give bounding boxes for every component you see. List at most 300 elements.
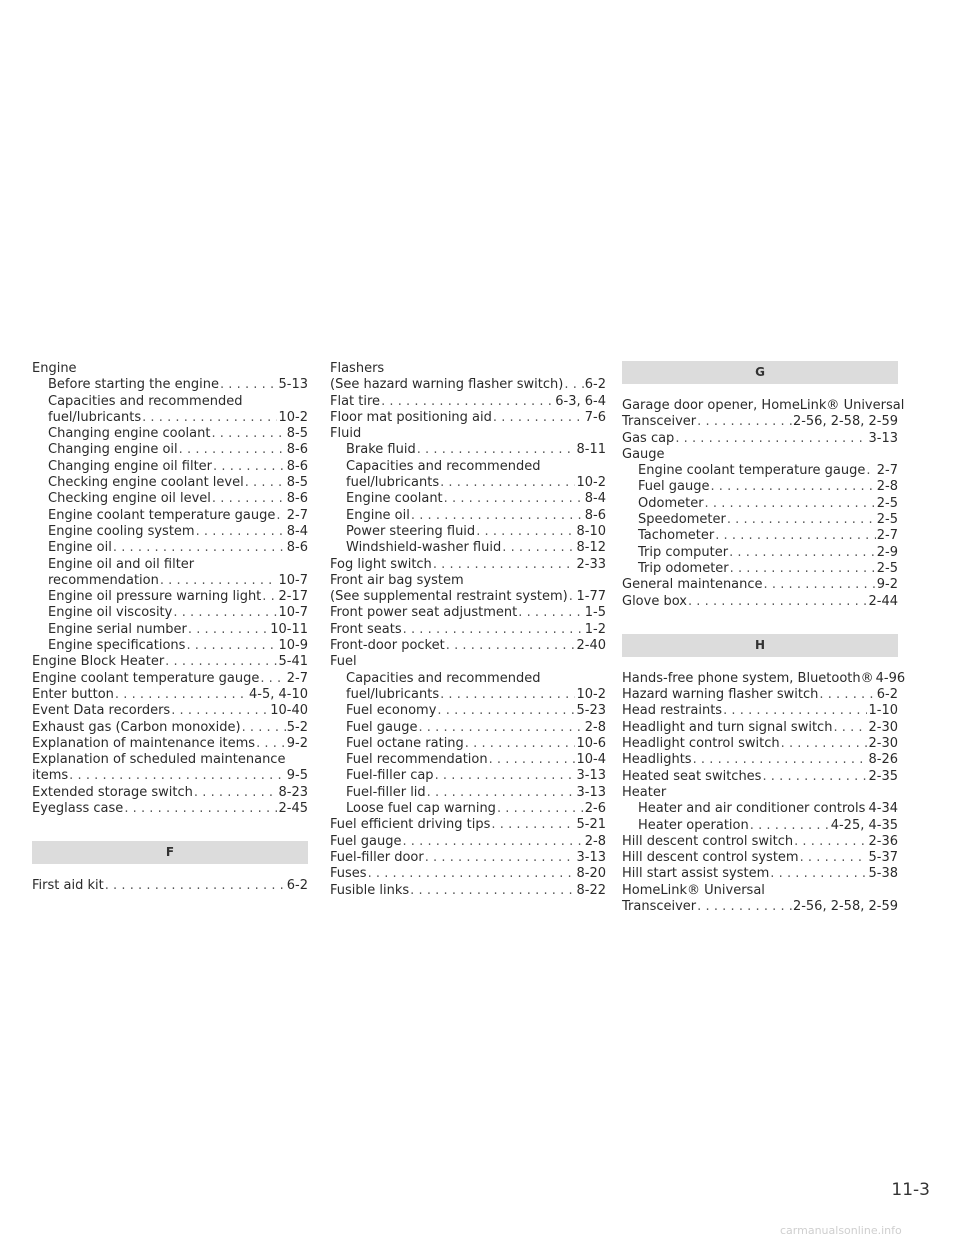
dot-leader (730, 561, 876, 577)
dot-leader (866, 463, 875, 479)
page-number: 11-3 (891, 1180, 930, 1200)
index-entry (622, 850, 898, 866)
index-entry-page: 1-10 (868, 703, 898, 719)
index-entry (622, 414, 898, 430)
index-column-3 (622, 361, 906, 915)
index-entry-page: 1-77 (576, 589, 606, 605)
dot-leader (697, 899, 792, 915)
dot-leader (142, 410, 277, 426)
index-entry-text: Engine cooling system (48, 523, 195, 539)
index-entry (32, 687, 308, 703)
dot-leader (212, 491, 286, 507)
index-entry (330, 638, 606, 654)
index-entry (32, 540, 308, 556)
index-entry-page: 8-26 (868, 752, 898, 768)
index-entry-text: Hill descent control switch (622, 833, 794, 849)
dot-leader (113, 540, 286, 556)
spacer (32, 864, 308, 878)
index-heading: Gauge (622, 446, 665, 462)
dot-leader (69, 768, 286, 784)
dot-leader (781, 736, 868, 752)
index-entry-text: Loose fuel cap warning (346, 801, 496, 817)
dot-leader (697, 414, 792, 430)
index-entry-text: Fuel-filler lid (346, 784, 426, 800)
index-entry-page: 2-7 (876, 528, 898, 544)
index-entry-text: Changing engine oil filter (48, 458, 213, 474)
index-entry-page: 1-5 (584, 605, 606, 621)
dot-leader (256, 736, 286, 752)
dot-leader (476, 524, 575, 540)
dot-leader (727, 512, 876, 528)
index-entry-text: fuel/lubricants (346, 686, 440, 702)
index-entry (622, 545, 898, 561)
index-entry-page: 1-2 (584, 621, 606, 637)
index-entry-text: Hands-free phone system, Bluetooth® (622, 670, 874, 686)
index-entry (622, 752, 898, 768)
index-entry-page: 2-8 (876, 479, 898, 495)
index-entry (330, 508, 606, 524)
dot-leader (715, 528, 876, 544)
index-entry-text: Floor mat positioning aid (330, 409, 492, 425)
dot-leader (675, 431, 867, 447)
index-entry-page: 2-6 (584, 801, 606, 817)
dot-leader (418, 720, 583, 736)
index-entry-text: Hill start assist system (622, 866, 770, 882)
index-entry-page: 3-13 (576, 784, 606, 800)
index-heading: Flashers (330, 361, 385, 376)
index-entry-page: 8-6 (584, 507, 606, 523)
index-entry-page: 8-6 (286, 540, 308, 556)
index-entry-page: 3-13 (868, 430, 898, 446)
dot-leader (368, 866, 576, 882)
dot-leader (160, 573, 278, 589)
index-entry-page: 2-30 (868, 736, 898, 752)
dot-leader (220, 377, 278, 393)
index-entry-page: 6-2 (876, 687, 898, 703)
index-entry-page: 8-4 (584, 491, 606, 507)
dot-leader (723, 703, 867, 719)
index-entry (32, 589, 308, 605)
index-entry-text: Speedometer (638, 512, 726, 528)
index-entry-text: Fuel gauge (346, 719, 418, 735)
index-entry-text: Headlight control switch (622, 736, 780, 752)
index-entry-page: 4-34 (868, 801, 898, 817)
dot-leader (493, 410, 584, 426)
index-entry-text: Hill descent control system (622, 850, 799, 866)
index-entry-page: 8-12 (576, 540, 606, 556)
index-heading: Front air bag system (330, 572, 464, 588)
index-entry-text: Gas cap (622, 430, 675, 446)
index-entry-text: Fuel economy (346, 703, 437, 719)
index-entry-page: 8-11 (576, 442, 606, 458)
dot-leader (833, 720, 867, 736)
index-entry-text: Before starting the engine (48, 377, 219, 393)
dot-leader (437, 703, 575, 719)
index-entry-text: Power steering fluid (346, 523, 476, 539)
index-entry-page: 5-41 (278, 654, 308, 670)
dot-leader (444, 491, 584, 507)
index-entry-text: Brake fluid (346, 442, 416, 458)
index-entry-page: 7-6 (584, 409, 606, 425)
dot-leader (435, 768, 576, 784)
index-entry (622, 818, 898, 834)
dot-leader (402, 834, 583, 850)
index-entry-page: 9-2 (876, 577, 898, 593)
index-heading: Capacities and recommended (48, 393, 243, 409)
index-entry-text: Flat tire (330, 393, 381, 409)
index-entry-text: Front seats (330, 621, 402, 637)
index-entry (330, 394, 606, 410)
index-entry-text: Fuel gauge (638, 479, 710, 495)
index-entry (330, 605, 606, 621)
index-entry-text: Exhaust gas (Carbon monoxide) (32, 719, 241, 735)
index-entry-text: (See supplemental restraint system) (330, 589, 568, 605)
index-entry (330, 866, 606, 882)
index-entry (32, 475, 308, 491)
index-entry-page: 2-7 (876, 463, 898, 479)
index-entry-text: (See hazard warning flasher switch) (330, 377, 564, 393)
dot-leader (403, 622, 584, 638)
index-entry-text: Fuel octane rating (346, 735, 464, 751)
dot-leader (750, 818, 830, 834)
index-entry-text: Event Data recorders (32, 703, 171, 719)
dot-leader (213, 459, 286, 475)
index-entry (622, 736, 898, 752)
index-entry (32, 654, 308, 670)
index-entry-page: 2-5 (876, 495, 898, 511)
index-entry (32, 671, 308, 687)
index-entry-page: 6-2 (286, 878, 308, 894)
index-entry (32, 410, 308, 426)
index-entry-page: 3-13 (576, 768, 606, 784)
index-entry-text: Odometer (638, 495, 704, 511)
index-entry (330, 491, 606, 507)
index-entry (330, 752, 606, 768)
index-entry-page: 10-2 (278, 409, 308, 425)
dot-leader (188, 622, 269, 638)
index-entry-text: Engine specifications (48, 638, 186, 654)
dot-leader (800, 850, 868, 866)
index-entry-text: fuel/lubricants (346, 475, 440, 491)
index-entry-text: Tachometer (638, 528, 715, 544)
dot-leader (242, 720, 286, 736)
index-entry-page: 5-21 (576, 817, 606, 833)
index-entry-page: 8-23 (278, 784, 308, 800)
index-entry (622, 594, 898, 610)
index-entry (622, 670, 906, 687)
dot-leader (491, 817, 575, 833)
index-entry-page: 9-5 (286, 768, 308, 784)
dot-leader (710, 479, 875, 495)
index-entry-text: Engine oil viscosity (48, 605, 173, 621)
index-entry (32, 801, 308, 817)
dot-leader (762, 769, 867, 785)
section-letter-header: G (622, 361, 898, 384)
index-entry-page: 6-3, 6-4 (555, 393, 606, 409)
section-letter-header: H (622, 634, 898, 657)
index-entry-text: Headlights (622, 752, 692, 768)
index-entry (32, 508, 308, 524)
dot-leader (693, 752, 868, 768)
index-entry-page: 5-37 (868, 850, 898, 866)
index-entry (330, 540, 606, 556)
index-entry (32, 573, 308, 589)
index-entry (622, 720, 898, 736)
dot-leader (211, 426, 285, 442)
section-letter-header: F (32, 841, 308, 864)
index-entry (330, 736, 606, 752)
index-entry-text: Engine coolant temperature gauge (32, 670, 260, 686)
index-entry (622, 703, 898, 719)
index-entry-page: 5-2 (286, 719, 308, 735)
index-entry-page: 2-40 (576, 638, 606, 654)
index-entry-text: Engine oil (346, 507, 410, 523)
index-column-1 (32, 361, 308, 895)
index-entry-page: 10-11 (270, 621, 308, 637)
index-entry-page: 8-4 (286, 523, 308, 539)
dot-leader (819, 687, 875, 703)
index-entry-text: Hazard warning flasher switch (622, 687, 819, 703)
index-entry (32, 720, 308, 736)
index-entry-page: 2-45 (278, 801, 308, 817)
index-entry-text: Transceiver (622, 414, 697, 430)
index-entry-text: Engine Block Heater (32, 654, 165, 670)
index-entry-page: 4-5, 4-10 (248, 686, 308, 702)
index-entry-text: Trip computer (638, 544, 729, 560)
index-entry (622, 431, 898, 447)
dot-leader (411, 508, 584, 524)
index-entry (32, 785, 308, 801)
spacer (622, 657, 898, 671)
dot-leader (446, 638, 576, 654)
index-entry-page: 2-36 (868, 833, 898, 849)
index-entry-text: Fuel-filler door (330, 849, 424, 865)
index-entry (330, 410, 606, 426)
index-entry (32, 703, 308, 719)
dot-leader (105, 878, 286, 894)
dot-leader (262, 589, 277, 605)
index-entry-text: Headlight and turn signal switch (622, 719, 833, 735)
index-heading: Fuel (330, 654, 357, 670)
index-heading: Capacities and recommended (346, 670, 541, 686)
index-entry-page: 10-2 (576, 475, 606, 491)
dot-leader (770, 866, 867, 882)
index-entry (32, 638, 308, 654)
index-heading: Engine (32, 361, 77, 376)
index-entry (32, 605, 308, 621)
dot-leader (245, 475, 286, 491)
index-entry-page: 5-38 (868, 866, 898, 882)
index-entry (32, 768, 308, 784)
index-entry (330, 801, 606, 817)
index-entry-page: 10-7 (278, 572, 308, 588)
index-entry-page: 9-2 (286, 735, 308, 751)
index-entry-text: Fusible links (330, 882, 410, 898)
index-entry (330, 622, 606, 638)
index-entry-page: 8-6 (286, 458, 308, 474)
index-entry-page: 2-30 (868, 719, 898, 735)
index-entry-text: Engine coolant temperature gauge (48, 507, 276, 523)
index-entry-text: Fuel efficient driving tips (330, 817, 491, 833)
index-entry (330, 377, 606, 393)
dot-leader (196, 524, 286, 540)
dot-leader (729, 545, 876, 561)
index-entry-text: Transceiver (622, 899, 697, 915)
index-entry-text: Eyeglass case (32, 801, 124, 817)
index-entry-text: recommendation (48, 572, 159, 588)
index-entry-page: 2-5 (876, 512, 898, 528)
index-entry-page: 8-5 (286, 475, 308, 491)
index-entry (330, 785, 606, 801)
index-entry-text: Engine oil (48, 540, 112, 556)
dot-leader (171, 703, 269, 719)
index-heading: HomeLink® Universal (622, 882, 765, 898)
index-entry-page: 8-10 (576, 523, 606, 539)
dot-leader (417, 442, 576, 458)
dot-leader (115, 687, 248, 703)
index-entry-text: General maintenance (622, 577, 763, 593)
index-entry-text: Extended storage switch (32, 784, 193, 800)
index-entry (330, 475, 606, 491)
index-entry-text: Trip odometer (638, 560, 729, 576)
index-entry-text: Front-door pocket (330, 638, 445, 654)
index-entry (330, 524, 606, 540)
index-entry-page: 8-5 (286, 426, 308, 442)
index-entry (330, 557, 606, 573)
index-entry-text: Heater operation (638, 817, 749, 833)
index-entry-text: Windshield-washer fluid (346, 540, 502, 556)
index-entry-page: 2-9 (876, 544, 898, 560)
dot-leader (497, 801, 584, 817)
index-entry-page: 2-33 (576, 556, 606, 572)
index-entry (622, 512, 898, 528)
index-heading: Engine oil and oil filter (48, 556, 195, 572)
index-entry-page: 10-6 (576, 735, 606, 751)
index-entry-text: Engine oil pressure warning light (48, 589, 262, 605)
index-entry-text: Glove box (622, 593, 687, 609)
index-entry-text: Fuses (330, 866, 367, 882)
dot-leader (179, 442, 286, 458)
index-entry-page: 2-44 (868, 593, 898, 609)
index-entry (330, 703, 606, 719)
index-entry-page: 10-7 (278, 605, 308, 621)
dot-leader (794, 834, 867, 850)
index-entry-page: 2-8 (584, 833, 606, 849)
index-entry-page: 10-9 (278, 638, 308, 654)
index-entry-page: 3-13 (576, 849, 606, 865)
index-entry-text: Changing engine oil (48, 442, 178, 458)
dot-leader (260, 671, 285, 687)
dot-leader (124, 801, 277, 817)
index-entry-page: 5-23 (576, 703, 606, 719)
index-entry (622, 463, 898, 479)
index-entry-page: 8-22 (576, 882, 606, 898)
dot-leader (502, 540, 575, 556)
index-entry-text: Checking engine oil level (48, 491, 211, 507)
index-heading: Capacities and recommended (346, 458, 541, 474)
index-entry-page: 2-35 (868, 768, 898, 784)
index-entry-page: 5-13 (278, 377, 308, 393)
index-entry-page: 2-17 (278, 589, 308, 605)
index-entry (32, 491, 308, 507)
dot-leader (276, 508, 285, 524)
dot-leader (705, 496, 876, 512)
index-entry (622, 528, 898, 544)
dot-leader (489, 752, 576, 768)
dot-leader (165, 654, 277, 670)
index-entry-text: Changing engine coolant (48, 426, 211, 442)
index-entry-page: 4-25, 4-35 (830, 817, 898, 833)
index-entry-text: Enter button (32, 686, 114, 702)
index-entry (32, 622, 308, 638)
dot-leader (427, 785, 576, 801)
index-entry (330, 589, 606, 605)
index-entry (622, 496, 898, 512)
dot-leader (410, 883, 575, 899)
index-entry (32, 524, 308, 540)
index-entry (622, 834, 898, 850)
index-entry-text: Checking engine coolant level (48, 475, 244, 491)
index-entry (32, 736, 308, 752)
index-entry-page: 2-56, 2-58, 2-59 (792, 414, 898, 430)
watermark: carmanualsonline.info (780, 1224, 902, 1237)
index-entry (330, 442, 606, 458)
index-entry (330, 768, 606, 784)
dot-leader (465, 736, 576, 752)
index-entry (330, 850, 606, 866)
index-entry-text: Fuel recommendation (346, 752, 488, 768)
index-entry-page: 6-2 (584, 377, 606, 393)
index-entry-page: 2-7 (286, 670, 308, 686)
dot-leader (764, 577, 876, 593)
index-entry-text: Explanation of maintenance items (32, 735, 256, 751)
index-entry-page: 2-8 (584, 719, 606, 735)
index-column-2 (330, 361, 606, 899)
index-entry (622, 866, 898, 882)
dot-leader (173, 605, 277, 621)
spacer (32, 817, 308, 841)
dot-leader (440, 475, 575, 491)
dot-leader (564, 377, 583, 393)
index-entry-page: 10-40 (270, 703, 308, 719)
index-entry-text: items (32, 768, 69, 784)
index-entry (32, 878, 308, 894)
spacer (622, 384, 898, 398)
index-entry (32, 459, 308, 475)
index-heading: Explanation of scheduled maintenance (32, 752, 286, 768)
dot-leader (688, 594, 868, 610)
index-entry (622, 899, 898, 915)
index-entry-page: 8-6 (286, 491, 308, 507)
index-entry (32, 442, 308, 458)
index-entry-page: 8-20 (576, 866, 606, 882)
index-entry-page: 10-4 (576, 752, 606, 768)
index-entry (330, 817, 606, 833)
index-entry (330, 883, 606, 899)
index-entry (32, 426, 308, 442)
dot-leader (186, 638, 277, 654)
index-entry-page: 10-2 (576, 686, 606, 702)
index-heading: Heater (622, 784, 667, 800)
index-entry-page: 2-7 (286, 507, 308, 523)
index-entry (32, 377, 308, 393)
index-entry (622, 479, 898, 495)
dot-leader (518, 605, 584, 621)
index-entry-text: Heated seat switches (622, 768, 762, 784)
dot-leader (433, 557, 576, 573)
index-entry-text: Fuel-filler cap (346, 768, 434, 784)
index-entry-page: 2-5 (876, 560, 898, 576)
